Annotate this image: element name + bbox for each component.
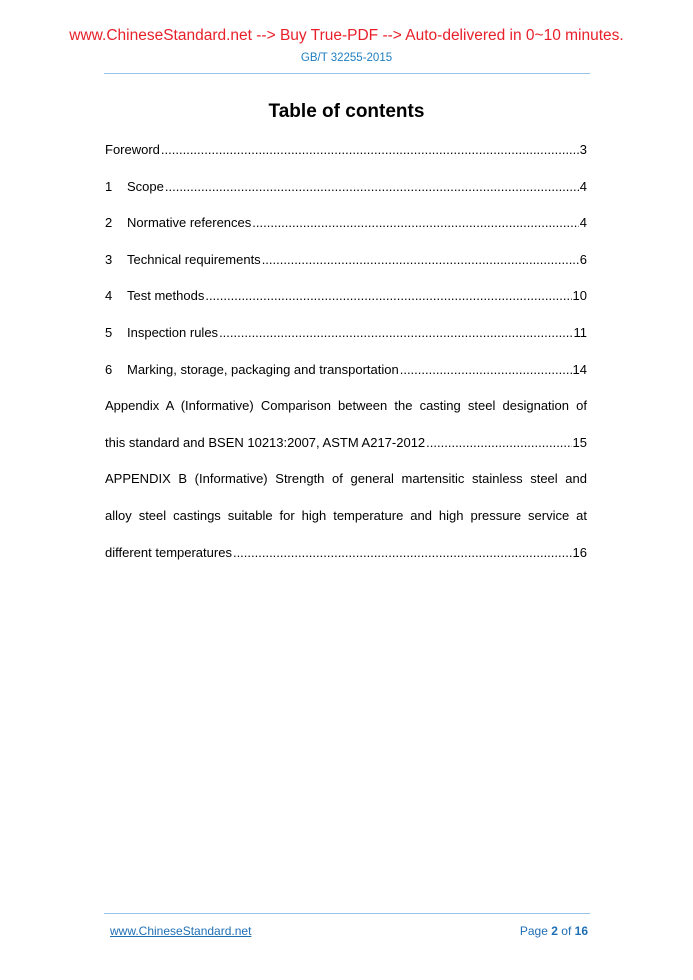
toc-entry-number: 1: [105, 178, 113, 194]
buy-banner[interactable]: www.ChineseStandard.net --> Buy True-PDF --> Auto-delivered in 0~10 minutes.: [69, 27, 624, 44]
toc-entry-number: 2: [105, 215, 113, 231]
toc-entry-test-methods[interactable]: [105, 283, 587, 320]
header-divider: [104, 73, 590, 74]
toc-entry-page: 6: [579, 251, 587, 267]
dot-leader: [400, 357, 572, 383]
page-title: Table of contents: [268, 101, 425, 122]
toc-entry-label: APPENDIX B (Informative) Strength of general martensitic stainless steel and: [105, 471, 587, 487]
dot-leader: [161, 137, 579, 163]
toc-entry-inspection-rules[interactable]: [105, 320, 587, 357]
toc-entry-label: Appendix A (Informative) Comparison between the casting steel designation of: [105, 398, 587, 414]
toc-entry-page: 10: [572, 288, 587, 304]
page-indicator: [520, 924, 588, 938]
toc-entry-appendix-a[interactable]: [105, 393, 587, 430]
toc-entry-appendix-b[interactable]: [105, 466, 587, 503]
toc-entry-page: 14: [572, 361, 587, 377]
dot-leader: [165, 174, 579, 200]
document-number: GB/T 32255-2015: [300, 52, 393, 64]
toc-entry-page: 4: [579, 215, 587, 231]
toc-entry-marking[interactable]: [105, 357, 587, 394]
toc-entry-appendix-b-cont[interactable]: [105, 503, 587, 540]
page-prefix: Page: [519, 924, 548, 938]
toc-entry-foreword[interactable]: [105, 137, 587, 174]
toc-entry-page: 4: [579, 178, 587, 194]
toc-entry-technical-requirements[interactable]: [105, 247, 587, 284]
toc-entry-number: 3: [105, 251, 113, 267]
dot-leader: [219, 320, 572, 346]
page-current: 2: [551, 924, 558, 938]
toc-entry-normative-references[interactable]: [105, 210, 587, 247]
toc-entry-page: 11: [573, 324, 587, 340]
toc-entry-label: Foreword: [105, 142, 160, 157]
table-of-contents: [105, 137, 587, 576]
toc-entry-label: Marking, storage, packaging and transportation: [127, 361, 399, 377]
toc-entry-label: different temperatures: [105, 544, 232, 560]
toc-entry-label: Inspection rules: [127, 324, 219, 340]
toc-entry-label: Technical requirements: [127, 251, 261, 267]
toc-entry-appendix-a-cont[interactable]: [105, 430, 587, 467]
dot-leader: [262, 247, 579, 273]
toc-entry-page: 3: [579, 142, 587, 157]
toc-entry-number: 4: [105, 288, 113, 304]
dot-leader: [233, 540, 572, 566]
toc-entry-label: Test methods: [127, 288, 205, 304]
dot-leader: [205, 283, 571, 309]
page-of: of: [561, 924, 572, 938]
toc-entry-appendix-b-cont-2[interactable]: [105, 540, 587, 577]
toc-entry-scope[interactable]: [105, 174, 587, 211]
toc-entry-page: 16: [572, 544, 587, 560]
toc-entry-label: this standard and BSEN 10213:2007, ASTM A217-2012: [105, 434, 426, 450]
toc-entry-number: 5: [105, 324, 113, 340]
footer-website-link[interactable]: www.ChineseStandard.net: [110, 924, 252, 938]
page-total: 16: [574, 924, 588, 938]
toc-entry-page: 15: [572, 434, 587, 450]
footer-divider: [104, 913, 590, 914]
toc-entry-label: Normative references: [127, 215, 252, 231]
toc-entry-label: alloy steel castings suitable for high temperature and high pressure service at: [105, 507, 587, 523]
dot-leader: [426, 430, 571, 456]
toc-entry-label: Scope: [127, 178, 164, 194]
toc-entry-number: 6: [105, 361, 113, 377]
dot-leader: [252, 210, 578, 236]
